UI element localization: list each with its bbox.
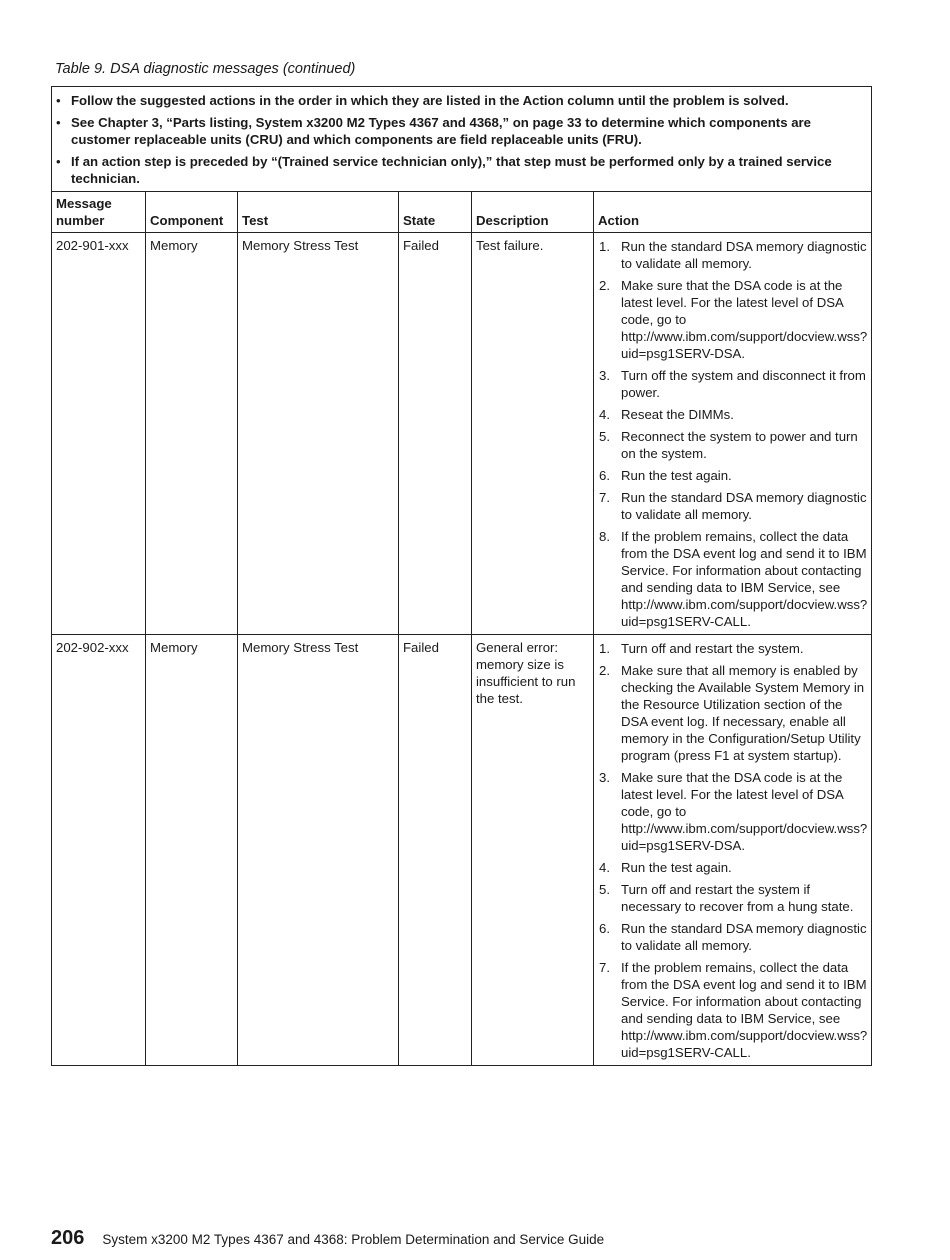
cell-state: Failed [399, 233, 472, 635]
action-step [598, 238, 869, 272]
step-text: Turn off and restart the system if necessary to recover from a hung state. [621, 882, 854, 914]
step-number: 3. [599, 368, 610, 383]
action-step [598, 920, 869, 954]
cell-test: Memory Stress Test [238, 233, 399, 635]
step-text: Run the standard DSA memory diagnostic to validate all memory. [621, 921, 867, 953]
action-step [598, 769, 869, 854]
notes-list [56, 92, 863, 187]
cell-description: General error: memory size is insufficient to run the test. [472, 635, 594, 1066]
notes-cell [52, 87, 872, 192]
action-step [598, 662, 869, 764]
bullet-icon: • [56, 154, 61, 169]
bullet-icon: • [56, 115, 61, 130]
action-step [598, 859, 869, 876]
header-row [52, 192, 872, 233]
step-number: 4. [599, 407, 610, 422]
action-step [598, 489, 869, 523]
cell-component: Memory [146, 635, 238, 1066]
step-text: Run the standard DSA memory diagnostic to validate all memory. [621, 490, 867, 522]
header-component: Component [146, 192, 238, 233]
table-row [52, 233, 872, 635]
bullet-icon: • [56, 93, 61, 108]
step-number: 3. [599, 770, 610, 785]
page-number: 206 [51, 1227, 85, 1249]
step-number: 8. [599, 529, 610, 544]
cell-description: Test failure. [472, 233, 594, 635]
action-step [598, 428, 869, 462]
table-row [52, 635, 872, 1066]
step-number: 5. [599, 882, 610, 897]
step-text: If the problem remains, collect the data from the DSA event log and send it to IBM Service. For information about contacting and sending data to IBM Service, see http://www.ibm.com/support/docview.wss?uid=psg1SERV-CALL. [621, 529, 868, 629]
action-list [598, 238, 869, 630]
step-number: 4. [599, 860, 610, 875]
step-number: 2. [599, 278, 610, 293]
action-step [598, 467, 869, 484]
action-step [598, 959, 869, 1061]
note-item [56, 92, 863, 109]
step-text: Reconnect the system to power and turn on the system. [621, 429, 858, 461]
step-number: 6. [599, 921, 610, 936]
step-number: 6. [599, 468, 610, 483]
cell-test: Memory Stress Test [238, 635, 399, 1066]
header-message-number: Message number [52, 192, 146, 233]
header-action: Action [594, 192, 872, 233]
notes-row [52, 87, 872, 192]
cell-message-number: 202-902-xxx [52, 635, 146, 1066]
step-text: Make sure that all memory is enabled by checking the Available System Memory in the Resource Utilization section of the DSA event log. If necessary, enable all memory in the Configuration/Setup Utility program (press F1 at system startup). [621, 663, 865, 763]
action-step [598, 406, 869, 423]
note-item [56, 114, 863, 148]
page-footer [51, 1227, 604, 1250]
cell-action [594, 233, 872, 635]
footer-title: System x3200 M2 Types 4367 and 4368: Problem Determination and Service Guide [102, 1232, 605, 1247]
step-text: Run the test again. [621, 860, 732, 875]
step-number: 1. [599, 239, 610, 254]
header-test: Test [238, 192, 399, 233]
action-step [598, 640, 869, 657]
header-description: Description [472, 192, 594, 233]
step-text: Make sure that the DSA code is at the latest level. For the latest level of DSA code, go to http://www.ibm.com/support/docview.wss?uid=psg1SERV-DSA. [621, 770, 868, 853]
step-number: 7. [599, 960, 610, 975]
note-text: See Chapter 3, “Parts listing, System x3200 M2 Types 4367 and 4368,” on page 33 to determine which components are customer replaceable units (CRU) and which components are field replaceable units (FRU). [71, 115, 811, 147]
step-text: Turn off and restart the system. [621, 641, 804, 656]
note-item [56, 153, 863, 187]
step-text: If the problem remains, collect the data from the DSA event log and send it to IBM Service. For information about contacting and sending data to IBM Service, see http://www.ibm.com/support/docview.wss?uid=psg1SERV-CALL. [621, 960, 868, 1060]
cell-message-number: 202-901-xxx [52, 233, 146, 635]
step-text: Run the test again. [621, 468, 732, 483]
step-text: Make sure that the DSA code is at the latest level. For the latest level of DSA code, go to http://www.ibm.com/support/docview.wss?uid=psg1SERV-DSA. [621, 278, 868, 361]
cell-state: Failed [399, 635, 472, 1066]
step-number: 5. [599, 429, 610, 444]
note-text: If an action step is preceded by “(Trained service technician only),” that step must be performed only by a trained service technician. [71, 154, 832, 186]
action-step [598, 277, 869, 362]
cell-component: Memory [146, 233, 238, 635]
step-text: Run the standard DSA memory diagnostic to validate all memory. [621, 239, 867, 271]
step-number: 2. [599, 663, 610, 678]
note-text: Follow the suggested actions in the order in which they are listed in the Action column until the problem is solved. [71, 93, 789, 108]
dsa-messages-table [51, 86, 872, 1066]
step-text: Reseat the DIMMs. [621, 407, 734, 422]
action-step [598, 881, 869, 915]
action-list [598, 640, 869, 1061]
cell-action [594, 635, 872, 1066]
step-text: Turn off the system and disconnect it from power. [621, 368, 866, 400]
step-number: 7. [599, 490, 610, 505]
header-state: State [399, 192, 472, 233]
step-number: 1. [599, 641, 610, 656]
action-step [598, 528, 869, 630]
action-step [598, 367, 869, 401]
table-caption: Table 9. DSA diagnostic messages (continued) [55, 61, 356, 77]
